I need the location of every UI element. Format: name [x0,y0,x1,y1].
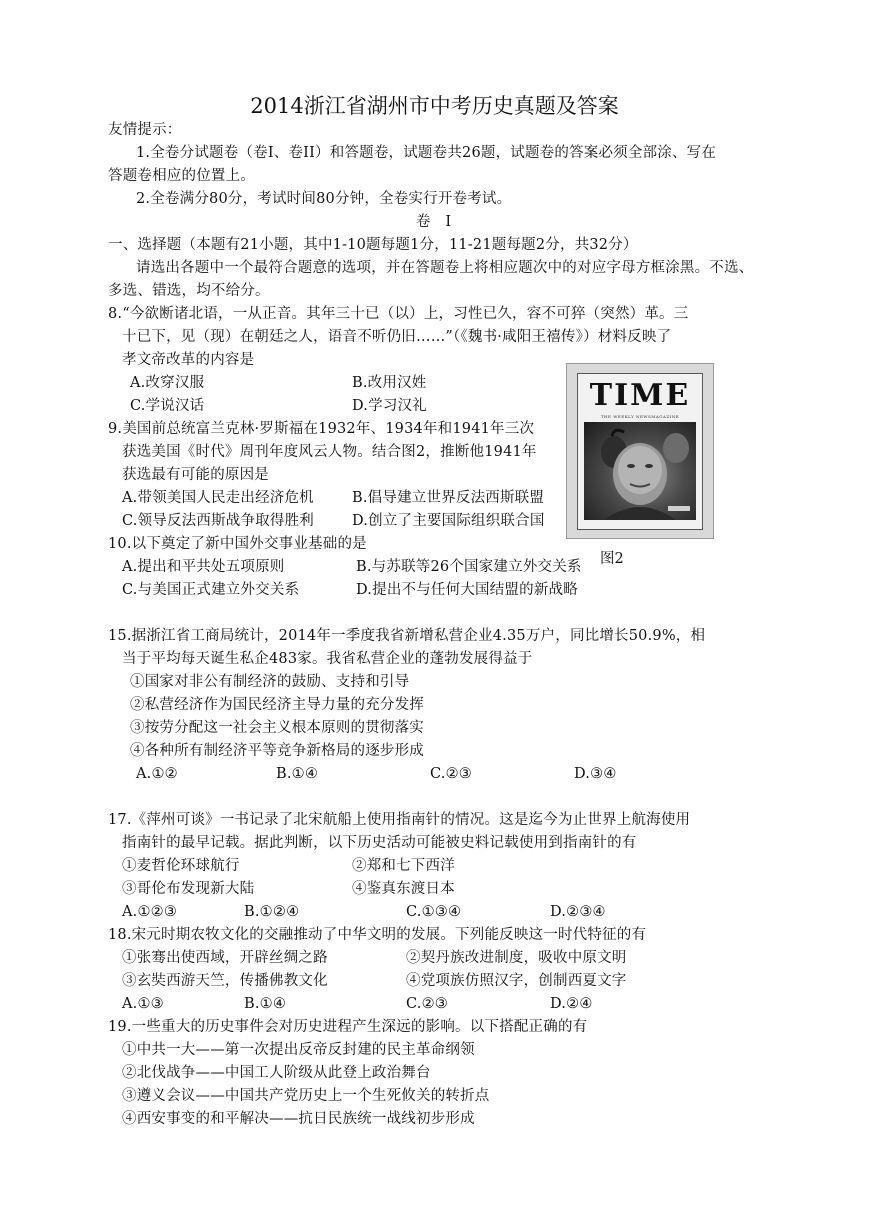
text-line: 18.宋元时期农牧文化的交融推动了中华文明的发展。下列能反映这一时代特征的有 [108,927,647,943]
text-line: 8.“今欲断诸北语，一从正音。其年三十已（以）上，习性已久，容不可猝（突然）革。三 [108,306,689,322]
text-line: ①麦哲伦环球航行 [122,858,240,874]
text-line: 指南针的最早记载。据此判断，以下历史活动可能被史料记载使用到指南针的有 [122,835,637,851]
text-line: 9.美国前总统富兰克林·罗斯福在1932年、1934年和1941年三次 [108,421,535,437]
text-line: 2.全卷满分80分，考试时间80分钟，全卷实行开卷考试。 [136,191,512,207]
text-line: 17.《萍州可谈》一书记录了北宋航船上使用指南针的情况。这是迄今为止世界上航海使用 [108,812,691,828]
cover-portrait [584,422,696,520]
text-line: 当于平均每天诞生私企483家。我省私营企业的蓬勃发展得益于 [122,651,533,667]
cover-masthead: TIME [589,378,691,413]
text-line: 获选美国《时代》周刊年度风云人物。结合图2，推断他1941年 [122,444,537,460]
text-line: C.领导反法西斯战争取得胜利 [122,513,314,529]
text-line: A.①②③ [122,904,178,920]
text-line: A.改穿汉服 [130,375,205,391]
text-line: B.①④ [276,766,319,782]
text-line: ②契丹族改进制度，吸收中原文明 [406,950,627,966]
text-line: 一、选择题（本题有21小题，其中1-10题每题1分，11-21题每题2分，共32分） [108,237,638,253]
text-line: A.带领美国人民走出经济危机 [122,490,314,506]
text-line: 卷 I [416,214,452,230]
text-line: ①中共一大——第一次提出反帝反封建的民主革命纲领 [122,1042,475,1058]
text-line: ③玄奘西游天竺，传播佛教文化 [122,973,328,989]
text-line: 10.以下奠定了新中国外交事业基础的是 [108,536,367,552]
text-line: C.学说汉话 [130,398,205,414]
text-line: B.①②④ [244,904,300,920]
text-line: 19.一些重大的历史事件会对历史进程产生深远的影响。以下搭配正确的有 [108,1019,588,1035]
text-line: D.②④ [550,996,593,1012]
text-line: A.①③ [122,996,164,1012]
text-line: 获选最有可能的原因是 [122,467,269,483]
text-line: 1.全卷分试题卷（卷I、卷II）和答题卷，试题卷共26题，试题卷的答案必须全部涂、写在 [136,145,717,161]
text-line: ②郑和七下西洋 [352,858,455,874]
portrait-illustration-icon [584,422,696,520]
text-line: ②北伐战争——中国工人阶级从此登上政治舞台 [122,1065,431,1081]
text-line: C.与美国正式建立外交关系 [122,582,300,598]
figure-2-time-cover [566,363,714,539]
text-line: A.提出和平共处五项原则 [122,559,285,575]
text-line: D.创立了主要国际组织联合国 [352,513,545,529]
text-line: 答题卷相应的位置上。 [108,168,255,184]
text-line: ③按劳分配这一社会主义根本原则的贯彻落实 [130,720,424,736]
text-line: 15.据浙江省工商局统计，2014年一季度我省新增私营企业4.35万户，同比增长50.9%，相 [108,628,706,644]
text-line: D.③④ [574,766,617,782]
text-line: 孝文帝改革的内容是 [122,352,255,368]
text-line: B.与苏联等26个国家建立外交关系 [356,559,582,575]
text-line: ②私营经济作为国民经济主导力量的充分发挥 [130,697,424,713]
text-line: 多选、错选，均不给分。 [108,283,270,299]
text-line: A.①② [136,766,178,782]
text-line: ③遵义会议——中国共产党历史上一个生死攸关的转折点 [122,1088,490,1104]
text-line: C.②③ [430,766,472,782]
text-line: B.改用汉姓 [352,375,427,391]
text-line: ④鉴真东渡日本 [352,881,455,897]
page-title: 2014浙江省湖州市中考历史真题及答案 [250,94,619,118]
text-line: D.提出不与任何大国结盟的新战略 [356,582,578,598]
text-line: ①国家对非公有制经济的鼓励、支持和引导 [130,674,410,690]
text-line: C.②③ [406,996,448,1012]
cover-masthead-subtitle: THE WEEKLY NEWSMAGAZINE [600,414,680,419]
figure-caption: 图2 [600,551,624,567]
text-line: D.②③④ [550,904,606,920]
text-line: 请选出各题中一个最符合题意的选项，并在答题卷上将相应题次中的对应字母方框涂黑。不选、 [136,260,754,276]
text-line: ④西安事变的和平解决——抗日民族统一战线初步形成 [122,1111,475,1127]
text-line: ③哥伦布发现新大陆 [122,881,255,897]
text-line: ④各种所有制经济平等竞争新格局的逐步形成 [130,743,424,759]
text-line: 十已下，见（现）在朝廷之人，语音不听仍旧……”（《魏书·咸阳王禧传》）材料反映了 [122,329,672,345]
text-line: B.①④ [244,996,287,1012]
text-line: D.学习汉礼 [352,398,427,414]
text-line: ④党项族仿照汉字，创制西夏文字 [406,973,627,989]
text-line: 友情提示： [108,122,182,138]
text-line: ①张骞出使西域，开辟丝绸之路 [122,950,328,966]
text-line: C.①③④ [406,904,462,920]
magazine-cover [577,373,703,530]
text-line: B.倡导建立世界反法西斯联盟 [352,490,545,506]
